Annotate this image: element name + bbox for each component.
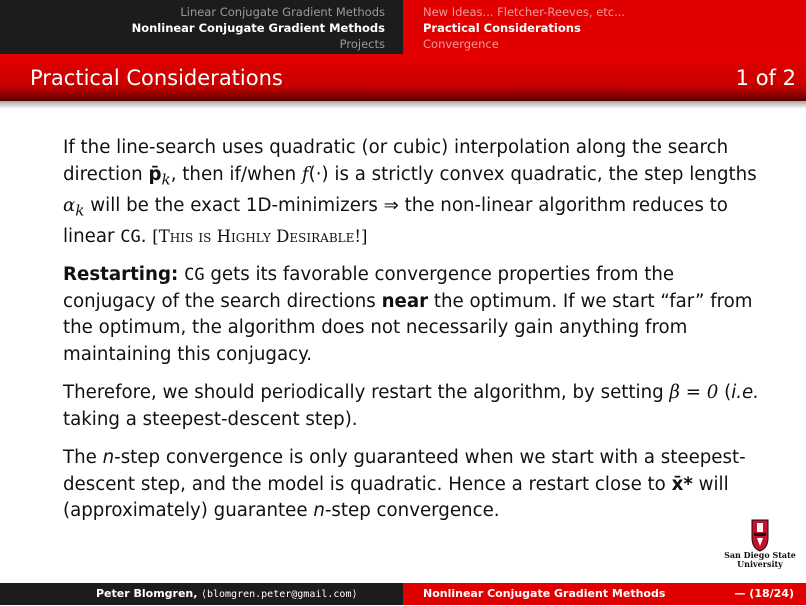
text: Therefore, we should periodically restart the algorithm, by setting [63,382,670,404]
math-f: f [301,163,309,185]
paragraph-therefore [63,380,763,433]
text: The [63,447,103,469]
logo-line: University [737,559,783,569]
text: will be the exact 1D-minimizers ⇒ the non-linear algorithm reduces to linear [63,194,728,247]
math-p: p̄ [148,163,162,185]
text: . [140,225,153,247]
math-n: n [313,500,325,522]
text: the optimum. If we start “far” from the optimum, the algorithm does not necessarily gain anything from maintaining this conjugacy. [63,290,753,365]
math-beta: β = 0 [669,382,719,404]
text: gets its favorable convergence properties from the conjugacy of the search directions [63,264,675,312]
text: -step convergence. [324,500,500,522]
math-subscript: k [161,170,171,189]
nav-link-practical-considerations[interactable]: Practical Considerations [423,21,581,35]
footer-title: Nonlinear Conjugate Gradient Methods [423,587,666,600]
paragraph-restarting [63,262,763,368]
shield-icon [724,518,796,552]
emphasis-near: near [381,290,429,312]
restarting-label: Restarting: [63,264,179,286]
text: ( [718,382,732,404]
nav-link-linear-cg[interactable]: Linear Conjugate Gradient Methods [180,5,385,19]
nav-subsections [403,0,806,54]
section-navigation [0,0,806,54]
footer-author [0,583,403,605]
text: taking a steepest-descent step). [63,408,358,430]
author-email: ⟨blomgren.peter@gmail.com⟩ [200,589,358,600]
nav-link-nonlinear-cg[interactable]: Nonlinear Conjugate Gradient Methods [131,21,385,35]
slide-body [63,135,763,537]
slide-footer [0,583,806,605]
footer-page-number: — (18/24) [734,587,794,600]
text: If the line-search uses quadratic (or cubic) interpolation along the search direction [63,137,729,185]
nav-link-convergence[interactable]: Convergence [423,37,499,51]
text: -step convergence is only guaranteed when we start with a steepest-descent step, and the model is quadratic. Hence a restart close to [63,447,746,495]
math-subscript: k [75,201,85,220]
math-alpha: α [63,194,76,216]
paragraph-line-search [63,135,763,250]
text: , then if/when [170,163,302,185]
logo-line: San Diego State [724,550,796,560]
cg-code: CG [120,226,141,247]
math-n: n [102,447,115,469]
math-x-star: x̄* [671,473,693,495]
slide-title-bar [0,54,806,101]
author-name: Peter Blomgren, [96,587,198,600]
nav-sections [0,0,403,54]
remark: [This is Highly Desirable!] [152,226,368,246]
title-shadow [0,101,806,109]
nav-link-projects[interactable]: Projects [339,37,385,51]
cg-code: CG [184,265,205,286]
nav-link-new-ideas[interactable]: New Ideas... Fletcher-Reeves, etc... [423,5,626,19]
paragraph-n-step [63,445,763,525]
ie-abbrev: i.e. [731,382,760,404]
footer-title-area [403,583,806,605]
slide-title: Practical Considerations [30,66,283,90]
frame-counter: 1 of 2 [735,66,796,90]
text: (·) is a strictly convex quadratic, the step lengths [308,163,757,185]
university-logo [724,518,796,578]
logo-text [724,551,796,569]
text: will (approximately) guarantee [63,473,729,522]
